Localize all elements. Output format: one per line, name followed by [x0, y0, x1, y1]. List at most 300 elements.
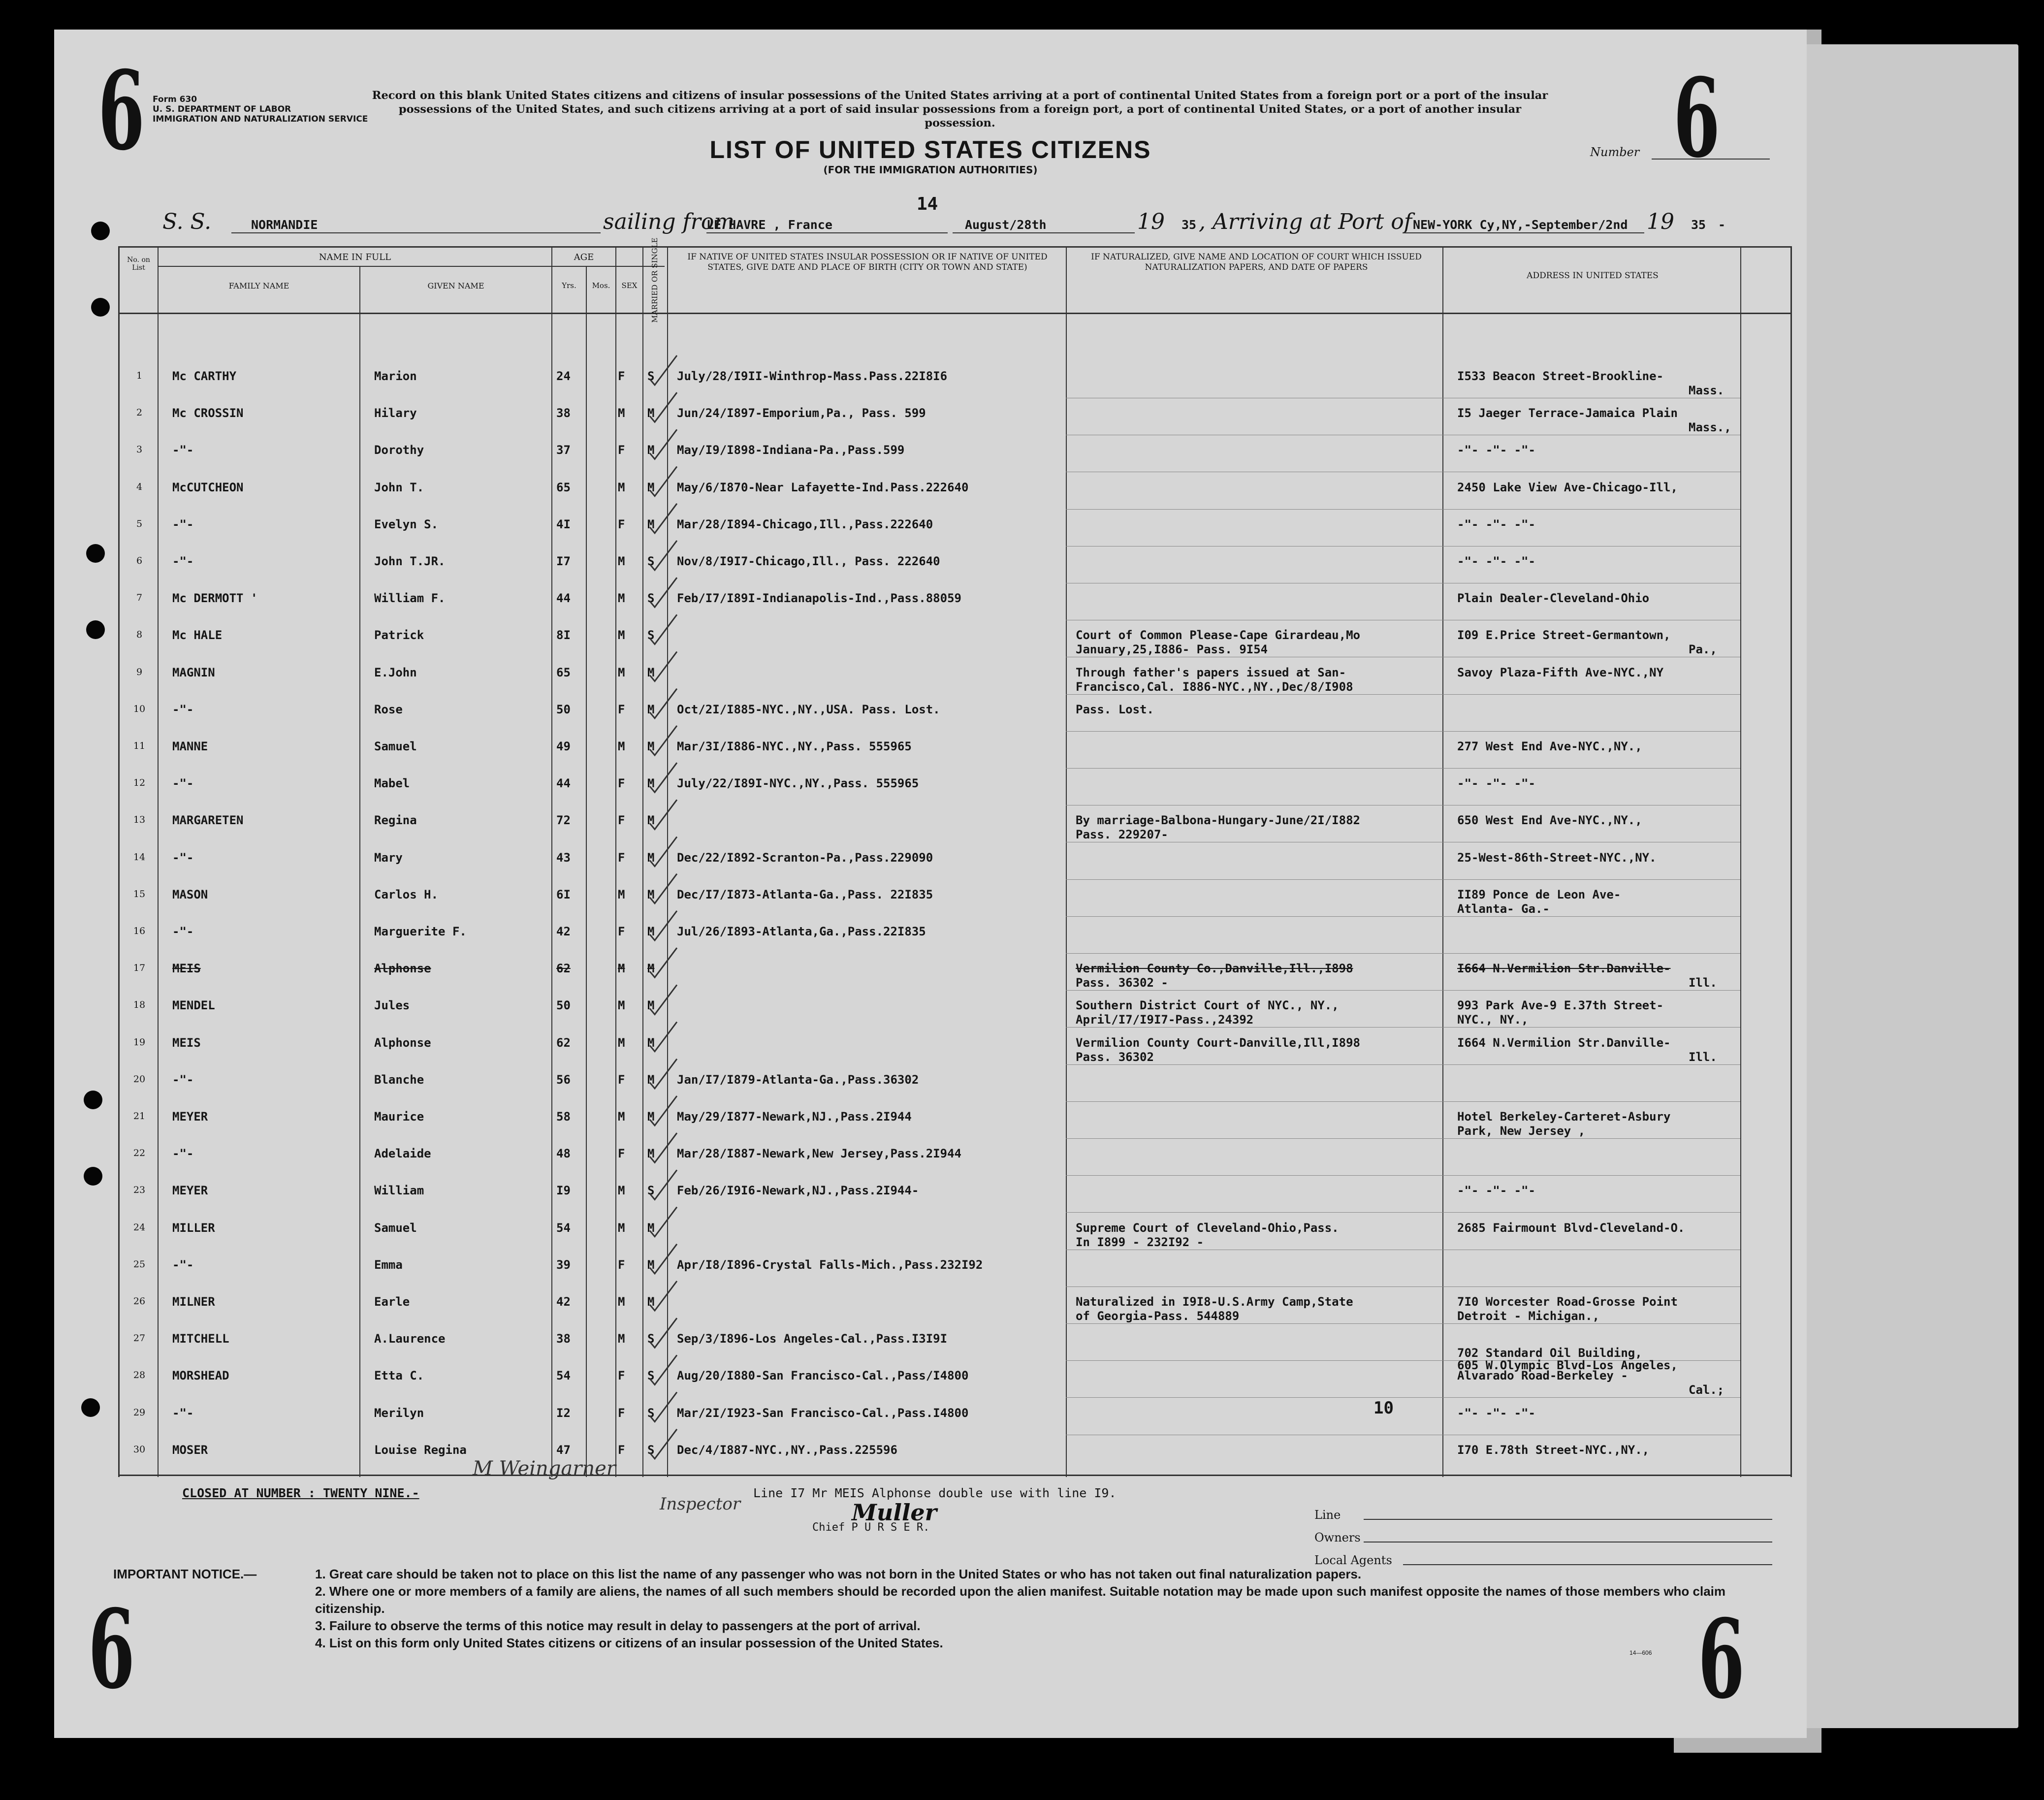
cell-family: -"- [172, 850, 194, 865]
col-border-nat [1442, 246, 1443, 1477]
notice-item-2: 2. Where one or more members of a family are aliens, the names of all such members should be recorded upon the alien manifest. Suitable notation may be made upon such manifest opposite the names of those members who claim citizenship. [315, 1584, 1726, 1616]
cell-ms: M [647, 1035, 655, 1050]
cell-given: John T. [374, 480, 424, 494]
cell-nat: Supreme Court of Cleveland-Ohio,Pass. [1076, 1221, 1339, 1235]
inspector-signature: Inspector [660, 1494, 741, 1514]
cell-family: MILNER [172, 1295, 215, 1309]
cell-age: 38 [556, 406, 571, 420]
header-mos: Mos. [592, 281, 610, 290]
col-border-right [1790, 246, 1792, 1477]
cell-family: -"- [172, 1257, 194, 1272]
intro-text: Record on this blank United States citizens and citizens of insular possessions of the United States arriving at a port of continental United States from a foreign port or a port of the insular possessions of the United States, and such citizens arriving at a port of said insular possessions from a foreign port, a port of continental United States, or a port of another insular possession. [372, 89, 1548, 129]
cell-age: 42 [556, 925, 571, 938]
table-top-border [118, 246, 1792, 248]
row-rule [1066, 768, 1740, 769]
check-mark [650, 1392, 677, 1422]
cell-family: -"- [172, 1072, 194, 1087]
cell-sex: M [618, 554, 625, 568]
cell-addr: -"- -"- -"- [1457, 1184, 1535, 1198]
cell-addr: I09 E.Price Street-Germantown, [1457, 628, 1671, 643]
cell-addr: 2450 Lake View Ave-Chicago-Ill, [1457, 480, 1678, 494]
departure-date: August/28th [965, 218, 1047, 232]
cell-given: Marguerite F. [374, 925, 467, 938]
check-mark [650, 726, 677, 755]
header-family-name: FAMILY NAME [228, 281, 289, 290]
cell-given: Merilyn [374, 1406, 424, 1420]
row-number: 8 [136, 629, 143, 641]
cell-sex: M [618, 962, 625, 976]
line-label: Line [1314, 1508, 1341, 1522]
cell-given: Etta C. [374, 1369, 424, 1383]
cell-family: -"- [172, 517, 194, 531]
cell-given: Adelaide [374, 1147, 431, 1161]
cell-age: 54 [556, 1369, 571, 1383]
cell-birth: Jun/24/I897-Emporium,Pa., Pass. 599 [677, 406, 926, 420]
cell-addr: I5 Jaeger Terrace-Jamaica Plain [1457, 406, 1678, 420]
row-number: 27 [133, 1333, 146, 1344]
notice-heading: IMPORTANT NOTICE.— [113, 1567, 257, 1581]
cell-ms: M [647, 887, 655, 901]
continuation-line: Francisco,Cal. I886-NYC.,NY.,Dec/8/I908 [1076, 679, 1353, 694]
check-mark [650, 429, 677, 459]
row-number: 6 [136, 555, 143, 566]
cell-family: MEIS [172, 1035, 201, 1050]
check-mark [650, 1059, 677, 1089]
check-mark [650, 652, 677, 681]
continuation-line: Mass., [1689, 420, 1731, 435]
cell-nat: Pass. Lost. [1076, 702, 1154, 716]
cell-given: Hilary [374, 406, 417, 420]
cell-addr: 25-West-86th-Street-NYC.,NY. [1457, 850, 1657, 865]
cell-age: 54 [556, 1221, 571, 1235]
cell-given: William F. [374, 591, 446, 606]
check-mark [650, 467, 677, 496]
header-yrs: Yrs. [562, 281, 576, 290]
check-mark [650, 1281, 677, 1311]
cell-ms: M [647, 1072, 655, 1087]
cell-ms: M [647, 702, 655, 716]
check-mark [650, 1022, 677, 1052]
check-mark [650, 911, 677, 940]
cell-age: 8I [556, 628, 571, 643]
row-rule [1066, 953, 1740, 954]
officer-signature: M Weingarner [473, 1457, 616, 1480]
cell-birth: Mar/28/I887-Newark,New Jersey,Pass.2I944 [677, 1147, 961, 1161]
continuation-line: Pa., [1689, 643, 1717, 657]
cell-sex: M [618, 665, 625, 679]
sheet-number-top-right: 6 [1673, 54, 1720, 182]
cell-addr: -"- -"- -"- [1457, 1406, 1535, 1420]
cell-family: MORSHEAD [172, 1369, 229, 1383]
check-mark [650, 1096, 677, 1125]
cell-family: Mc HALE [172, 628, 223, 643]
cell-family: MITCHELL [172, 1332, 229, 1346]
row-number: 10 [133, 703, 146, 714]
cell-birth: May/29/I877-Newark,NJ.,Pass.2I944 [677, 1110, 912, 1124]
row-rule [1066, 731, 1740, 732]
header-given-name: GIVEN NAME [427, 281, 484, 290]
date-line [953, 232, 1135, 233]
continuation-line: Pass. 36302 - [1076, 976, 1168, 990]
cell-birth: July/22/I89I-NYC.,NY.,Pass. 555965 [677, 776, 919, 791]
cell-birth: Jul/26/I893-Atlanta,Ga.,Pass.22I835 [677, 925, 926, 938]
purser-signature: Muller [852, 1499, 937, 1526]
binder-hole [84, 1167, 102, 1186]
cell-given: Dorothy [374, 443, 424, 457]
cell-addr: Savoy Plaza-Fifth Ave-NYC.,NY [1457, 665, 1664, 679]
cell-sex: M [618, 1035, 625, 1050]
cell-addr: -"- -"- -"- [1457, 517, 1535, 531]
cell-sex: M [618, 480, 625, 494]
cell-birth: Dec/I7/I873-Atlanta-Ga.,Pass. 22I835 [677, 887, 933, 901]
cell-given: Regina [374, 813, 417, 828]
cell-family: -"- [172, 702, 194, 716]
cell-sex: F [618, 850, 625, 865]
continuation-line: of Georgia-Pass. 544889 [1076, 1309, 1240, 1323]
cell-sex: F [618, 925, 625, 938]
cell-given: Emma [374, 1257, 403, 1272]
departure-year: 35 [1182, 218, 1197, 232]
cell-family: Mc DERMOTT ' [172, 591, 258, 606]
continuation-line: 702 Standard Oil Building, [1457, 1346, 1642, 1360]
cell-given: Blanche [374, 1072, 424, 1087]
form-code: 14—606 [1629, 1649, 1652, 1656]
cell-addr: -"- -"- -"- [1457, 554, 1535, 568]
row-number: 21 [133, 1111, 146, 1122]
binder-hole [84, 1091, 102, 1109]
cell-family: -"- [172, 925, 194, 938]
cell-ms: M [647, 1110, 655, 1124]
double-use-note: Line I7 Mr MEIS Alphonse double use with line I9. [753, 1486, 1117, 1500]
col-border-given [551, 246, 552, 1477]
cell-age: 48 [556, 1147, 571, 1161]
cell-sex: M [618, 1295, 625, 1309]
local-agents-label: Local Agents [1314, 1553, 1392, 1567]
cell-age: 44 [556, 776, 571, 791]
form-number: Form 630 [153, 95, 197, 104]
check-mark [650, 1429, 677, 1459]
cell-sex: F [618, 369, 625, 383]
cell-given: Marion [374, 369, 417, 383]
cell-age: 62 [556, 1035, 571, 1050]
check-mark [650, 614, 677, 644]
cell-birth: July/28/I9II-Winthrop-Mass.Pass.22I8I6 [677, 369, 948, 383]
row-number: 22 [133, 1148, 146, 1159]
cell-ms: M [647, 739, 655, 753]
continuation-line: Atlanta- Ga.- [1457, 901, 1550, 916]
page-number: 14 [917, 194, 938, 214]
check-mark [650, 837, 677, 867]
sheet-number-top-left: 6 [98, 47, 145, 174]
cell-sex: F [618, 517, 625, 531]
row-number: 20 [133, 1073, 146, 1085]
cell-sex: F [618, 443, 625, 457]
cell-nat: Southern District Court of NYC., NY., [1076, 998, 1339, 1013]
cell-ms: S [647, 1443, 655, 1457]
cell-birth: Feb/I7/I89I-Indianapolis-Ind.,Pass.88059 [677, 591, 961, 606]
row-rule [1066, 1175, 1740, 1176]
name-header-rule [158, 266, 665, 267]
cell-given: John T.JR. [374, 554, 446, 568]
arrival-port: NEW-YORK Cy,NY,-September/2nd [1413, 218, 1628, 232]
binder-hole [91, 298, 110, 317]
continuation-line: Cal.; [1689, 1383, 1725, 1397]
row-number: 30 [133, 1444, 146, 1455]
cell-age: I7 [556, 554, 571, 568]
cell-ms: M [647, 813, 655, 828]
cell-age: 4I [556, 517, 571, 531]
header-sex: SEX [621, 281, 638, 290]
cell-sex: M [618, 739, 625, 753]
cell-family: MEYER [172, 1184, 208, 1198]
row-rule [1066, 1027, 1740, 1028]
cell-addr: I533 Beacon Street-Brookline- [1457, 369, 1664, 383]
check-mark [650, 1244, 677, 1274]
cell-given: Evelyn S. [374, 517, 439, 531]
cell-age: 65 [556, 665, 571, 679]
cell-family: Mc CROSSIN [172, 406, 244, 420]
cell-age: I9 [556, 1184, 571, 1198]
cell-given: Alphonse [374, 962, 431, 976]
ship-name: NORMANDIE [251, 218, 318, 232]
header-married: MARRIED OR SINGLE [650, 237, 659, 323]
cell-family: MAGNIN [172, 665, 215, 679]
cell-given: Maurice [374, 1110, 424, 1124]
cell-family: MASON [172, 887, 208, 901]
cell-sex: M [618, 1332, 625, 1346]
check-mark [650, 689, 677, 718]
cell-nat: By marriage-Balbona-Hungary-June/2I/I882 [1076, 813, 1360, 828]
cell-sex: M [618, 1184, 625, 1198]
check-mark [650, 763, 677, 792]
row-number: 18 [133, 999, 146, 1011]
check-mark [650, 541, 677, 570]
cell-family: McCUTCHEON [172, 480, 244, 494]
cell-addr: Plain Dealer-Cleveland-Ohio [1457, 591, 1650, 606]
ss-label: S. S. [162, 209, 212, 234]
table-bottom-border [118, 1475, 1792, 1476]
cell-addr: 650 West End Ave-NYC.,NY., [1457, 813, 1642, 828]
cell-birth: Mar/3I/I886-NYC.,NY.,Pass. 555965 [677, 739, 912, 753]
continuation-line: January,25,I886- Pass. 9I54 [1076, 643, 1268, 657]
cell-family: -"- [172, 776, 194, 791]
continuation-line: Mass. [1689, 384, 1725, 397]
cell-ms: S [647, 1332, 655, 1346]
binder-hole [86, 544, 105, 563]
tally-check-marks [586, 325, 734, 1507]
cell-ms: S [647, 1184, 655, 1198]
row-number: 4 [136, 481, 143, 492]
header-name-in-full: NAME IN FULL [319, 252, 391, 262]
chief-purser: Chief P U R S E R. [812, 1521, 930, 1534]
cell-ms: M [647, 406, 655, 420]
cell-addr: 277 West End Ave-NYC.,NY., [1457, 739, 1642, 753]
cell-age: 24 [556, 369, 571, 383]
cell-given: Samuel [374, 739, 417, 753]
dash-mark: - [1718, 218, 1726, 232]
closed-at-number: CLOSED AT NUMBER : TWENTY NINE.- [182, 1486, 419, 1500]
arriving-label: , Arriving at Port of [1199, 209, 1412, 234]
row-rule [1066, 1397, 1740, 1398]
cell-ms: M [647, 517, 655, 531]
cell-ms: S [647, 628, 655, 643]
notice-item-1: 1. Great care should be taken not to place on this list the name of any passenger who was not born in the United States or who has not taken out final naturalization papers. [315, 1567, 1362, 1581]
cell-ms: M [647, 962, 655, 976]
continuation-line: Pass. 229207- [1076, 828, 1168, 842]
cell-birth: Dec/4/I887-NYC.,NY.,Pass.225596 [677, 1443, 897, 1457]
sailing-label: sailing from [603, 209, 735, 234]
cell-sex: F [618, 702, 625, 716]
cell-nat: Court of Common Please-Cape Girardeau,Mo [1076, 628, 1360, 643]
row-rule [1066, 1212, 1740, 1213]
ship-line [231, 232, 601, 233]
continuation-line: In I899 - 232I92 - [1076, 1235, 1204, 1249]
department: U. S. DEPARTMENT OF LABOR [153, 104, 291, 114]
check-mark [650, 1207, 677, 1237]
row-number: 3 [136, 444, 143, 455]
cell-sex: M [618, 998, 625, 1013]
cell-birth: May/6/I870-Near Lafayette-Ind.Pass.222640 [677, 480, 969, 494]
row-rule [1066, 916, 1740, 917]
cell-sex: M [618, 406, 625, 420]
cell-sex: M [618, 1110, 625, 1124]
row-number: 19 [133, 1036, 146, 1048]
cell-sex: F [618, 1147, 625, 1161]
cell-given: Patrick [374, 628, 424, 643]
binder-hole [86, 620, 105, 639]
cell-sex: F [618, 776, 625, 791]
manifest-sheet [54, 30, 1807, 1738]
row-rule [1066, 1286, 1740, 1287]
cell-family: MEYER [172, 1110, 208, 1124]
cell-given: E.John [374, 665, 417, 679]
cell-age: 6I [556, 887, 571, 901]
cell-given: A.Laurence [374, 1332, 446, 1346]
cell-addr: -"- -"- -"- [1457, 776, 1535, 791]
cell-family: MILLER [172, 1221, 215, 1235]
notice-item-4: 4. List on this form only United States citizens or citizens of an insular possession of the United States. [315, 1636, 943, 1650]
row-number: 24 [133, 1221, 146, 1233]
cell-ms: M [647, 850, 655, 865]
cell-ms: M [647, 776, 655, 791]
cell-given: Mary [374, 850, 403, 865]
check-mark [650, 392, 677, 422]
row-number: 23 [133, 1185, 146, 1196]
cell-age: 39 [556, 1257, 571, 1272]
cell-ms: M [647, 480, 655, 494]
binder-hole [81, 1398, 100, 1417]
cell-ms: M [647, 665, 655, 679]
check-mark [650, 1133, 677, 1162]
check-mark [650, 504, 677, 533]
header-age: AGE [574, 252, 594, 262]
header-bottom-border [118, 313, 1792, 314]
check-mark [650, 578, 677, 607]
cell-given: Jules [374, 998, 410, 1013]
cell-family: MOSER [172, 1443, 208, 1457]
cell-birth: Aug/20/I880-San Francisco-Cal.,Pass/I4800 [677, 1369, 969, 1383]
continuation-line: 605 W.Olympic Blvd-Los Angeles, [1457, 1358, 1678, 1373]
cell-age: 65 [556, 480, 571, 494]
check-mark [650, 948, 677, 977]
cell-addr: 993 Park Ave-9 E.37th Street- [1457, 998, 1664, 1013]
continuation-line: NYC., NY., [1457, 1013, 1529, 1027]
row-number: 1 [136, 370, 143, 381]
cell-birth: Nov/8/I9I7-Chicago,Ill., Pass. 222640 [677, 554, 940, 568]
cell-family: MARGARETEN [172, 813, 244, 828]
row-number: 25 [133, 1258, 146, 1270]
cell-sex: F [618, 1406, 625, 1420]
cell-given: Louise Regina [374, 1443, 467, 1457]
cell-ms: S [647, 591, 655, 606]
cell-addr: Alvarado Road-Berkeley - [1457, 1369, 1628, 1383]
check-mark [650, 355, 677, 385]
check-mark [650, 1170, 677, 1199]
row-rule [1066, 694, 1740, 695]
row-rule [1066, 879, 1740, 880]
page-title: LIST OF UNITED STATES CITIZENS [709, 136, 1151, 163]
cell-age: 50 [556, 702, 571, 716]
continuation-line: Ill. [1689, 976, 1717, 990]
page-subtitle: (FOR THE IMMIGRATION AUTHORITIES) [823, 164, 1038, 176]
header-address: ADDRESS IN UNITED STATES [1527, 271, 1659, 281]
cell-sex: F [618, 813, 625, 828]
cell-ms: M [647, 443, 655, 457]
cell-addr: I70 E.78th Street-NYC.,NY., [1457, 1443, 1650, 1457]
cell-age: 58 [556, 1110, 571, 1124]
cell-age: I2 [556, 1406, 571, 1420]
row-number: 5 [136, 518, 143, 529]
continuation-line: Park, New Jersey , [1457, 1124, 1586, 1138]
header-naturalized: IF NATURALIZED, GIVE NAME AND LOCATION OF COURT WHICH ISSUED NATURALIZATION PAPERS, AND DATE OF PAPERS [1091, 252, 1422, 272]
cell-sex: M [618, 591, 625, 606]
cell-addr: I664 N.Vermilion Str.Danville- [1457, 962, 1671, 976]
cell-given: William [374, 1184, 424, 1198]
cell-age: 44 [556, 591, 571, 606]
continuation-line: Ill. [1689, 1050, 1717, 1064]
row-number: 14 [133, 851, 146, 863]
row-rule [1066, 1101, 1740, 1102]
cell-given: Samuel [374, 1221, 417, 1235]
cell-ms: M [647, 998, 655, 1013]
cell-birth: Jan/I7/I879-Atlanta-Ga.,Pass.36302 [677, 1072, 919, 1087]
notice-item-3: 3. Failure to observe the terms of this notice may result in delay to passengers at the port of arrival. [315, 1618, 921, 1633]
row-number: 7 [136, 592, 143, 604]
cell-family: Mc CARTHY [172, 369, 237, 383]
cell-sex: F [618, 1072, 625, 1087]
row-number: 26 [133, 1296, 146, 1307]
row-rule [1066, 1138, 1740, 1139]
continuation-line: April/I7/I9I7-Pass.,24392 [1076, 1013, 1254, 1027]
row-rule [1066, 1064, 1740, 1065]
cell-family: MANNE [172, 739, 208, 753]
cell-given: Rose [374, 702, 403, 716]
row-rule [1066, 509, 1740, 510]
service: IMMIGRATION AND NATURALIZATION SERVICE [153, 114, 368, 124]
cell-age: 62 [556, 962, 571, 976]
check-mark [650, 800, 677, 829]
cell-given: Earle [374, 1295, 410, 1309]
cell-addr: II89 Ponce de Leon Ave- [1457, 887, 1621, 901]
cell-birth: Sep/3/I896-Los Angeles-Cal.,Pass.I3I9I [677, 1332, 948, 1346]
cell-nat: Naturalized in I9I8-U.S.Army Camp,State [1076, 1295, 1353, 1309]
year-label-to: 19 [1647, 209, 1674, 234]
continuation-line: Detroit - Michigan., [1457, 1309, 1599, 1323]
cell-age: 43 [556, 850, 571, 865]
cell-addr: 2685 Fairmount Blvd-Cleveland-O. [1457, 1221, 1685, 1235]
cell-birth: Oct/2I/I885-NYC.,NY.,USA. Pass. Lost. [677, 702, 940, 716]
row-number: 16 [133, 926, 146, 936]
